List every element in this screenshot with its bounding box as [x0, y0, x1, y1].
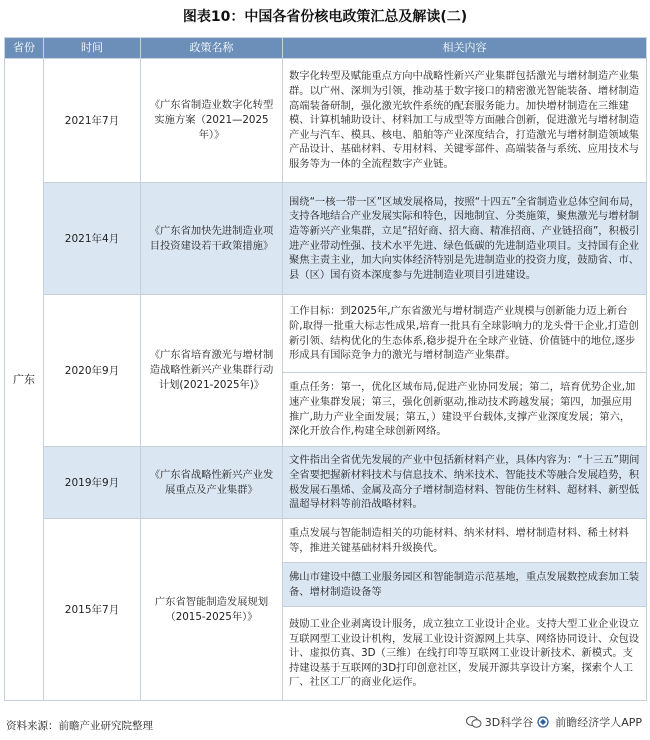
- content-cell: 佛山市建设中德工业服务园区和智能制造示范基地，重点发展数控成套加工装备、增材制造设备等: [283, 563, 647, 607]
- page-title: 图表10：中国各省份核电政策汇总及解读(二): [182, 9, 468, 25]
- content-cell: 围绕“一核一带一区”区域发展格局，按照“十四五”全省制造业总体空间布局，支持各地结合产业发展实际和特色，因地制宜、分类施策，聚焦激光与增材制造等新兴产业集群，立足“招好商、招大商、精准招商、产业链招商”，积极引进产业带动性强、技术水平先进、绿色低碳的先进制造业项目。支持国有企业聚焦主责主业，加大向实体经济特别是先进制造业的投资力度，鼓励省、市、县（区）国有资本深度参与先进制造业项目引进建设。: [283, 183, 647, 295]
- time-cell: 2021年4月: [44, 183, 141, 295]
- table-row: [5, 295, 647, 373]
- wechat-account-name: 3D科学谷: [484, 716, 534, 729]
- header-name: 政策名称: [141, 38, 283, 59]
- brand-footer: [466, 714, 642, 730]
- content-cell: 鼓励工业企业剥离设计服务，成立独立工业设计企业。支持大型工业企业设立互联网型工业设计机构，发展工业设计资源网上共享、网络协同设计、众包设计、虚拟仿真、3D（三维）在线打印等互联网工业设计新技术、新模式。支持建设基于互联网的3D打印创意社区，发展开源共享设计方案，探索个人工厂、社区工厂的商业化运作。: [283, 607, 647, 701]
- policy-name-cell: 广东省智能制造发展规划（2015-2025年）》: [141, 519, 283, 701]
- qianzhan-logo: [536, 716, 552, 728]
- policy-name-cell: 《广东省战略性新兴产业发展重点及产业集群》: [141, 447, 283, 519]
- policy-table: [4, 37, 647, 701]
- content-cell: 工作目标：到2025年,广东省激光与增材制造产业规模与创新能力迈上新台阶,取得一批重大标志性成果,培育一批具有全球影响力的龙头骨干企业,打造创新引领、结构优化的生态体系,稳步提升在全球产业链、价值链中的地位,逐步形成具有国际竞争力的激光与增材制造产业集群。: [283, 295, 647, 373]
- header-province: 省份: [5, 38, 44, 59]
- time-cell: 2021年7月: [44, 59, 141, 183]
- time-cell: 2019年9月: [44, 447, 141, 519]
- policy-name-cell: 《广东省制造业数字化转型实施方案（2021—2025年）》: [141, 59, 283, 183]
- source-note: 资料来源：前瞻产业研究院整理: [6, 720, 153, 732]
- table-row: [5, 519, 647, 563]
- policy-name-cell: 《广东省培育激光与增材制造战略性新兴产业集群行动计划(2021-2025年)》: [141, 295, 283, 447]
- table-row: [5, 59, 647, 183]
- header-content: 相关内容: [283, 38, 647, 59]
- content-cell: 文件指出全省优先发展的产业中包括新材料产业，具体内容为：“十三五”期间全省要把握新材料技术与信息技术、纳米技术、智能技术等融合发展趋势，积极发展石墨烯、金属及高分子增材制造材料、智能仿生材料、超材料、新型低温超导材料等前沿战略材料。: [283, 447, 647, 519]
- content-cell: 数字化转型及赋能重点方向中战略性新兴产业集群包括激光与增材制造产业集群。以广州、深圳为引领，推动基于数字接口的精密激光智能装备、增材制造高端装备研制，强化激光软件系统的配套服务能力。加快增材制造在三维建模、计算机辅助设计、材料加工与成型等方面融合创新，促进激光与增材制造产业与汽车、模具、核电、船舶等产业深度结合，打造激光与增材制造领域集产品设计、基础材料、专用材料、关键零部件、高端装备与系统、应用技术与服务等为一体的全流程数字产业链。: [283, 59, 647, 183]
- time-cell: 2020年9月: [44, 295, 141, 447]
- province-cell: 广东: [5, 59, 44, 701]
- table-header-row: [5, 38, 647, 59]
- brand-app-name: 前瞻经济学人APP: [555, 716, 642, 729]
- content-cell: 重点发展与智能制造相关的功能材料、纳米材料、增材制造材料、稀土材料等，推进关键基础材料升级换代。: [283, 519, 647, 563]
- table-row: [5, 183, 647, 295]
- table-row: [5, 447, 647, 519]
- wechat-icon: [466, 716, 482, 728]
- content-cell: 重点任务：第一，优化区域布局,促进产业协同发展；第二，培育优势企业,加速产业集群发展；第三，强化创新驱动,推动技术跨越发展；第四，加强应用推广,助力产业全面发展；第五，）建设平台载体,支撑产业深度发展；第六，深化开放合作,构建全球创新网络。: [283, 373, 647, 447]
- policy-name-cell: 《广东省加快先进制造业项目投资建设若干政策措施》: [141, 183, 283, 295]
- header-time: 时间: [44, 38, 141, 59]
- time-cell: 2015年7月: [44, 519, 141, 701]
